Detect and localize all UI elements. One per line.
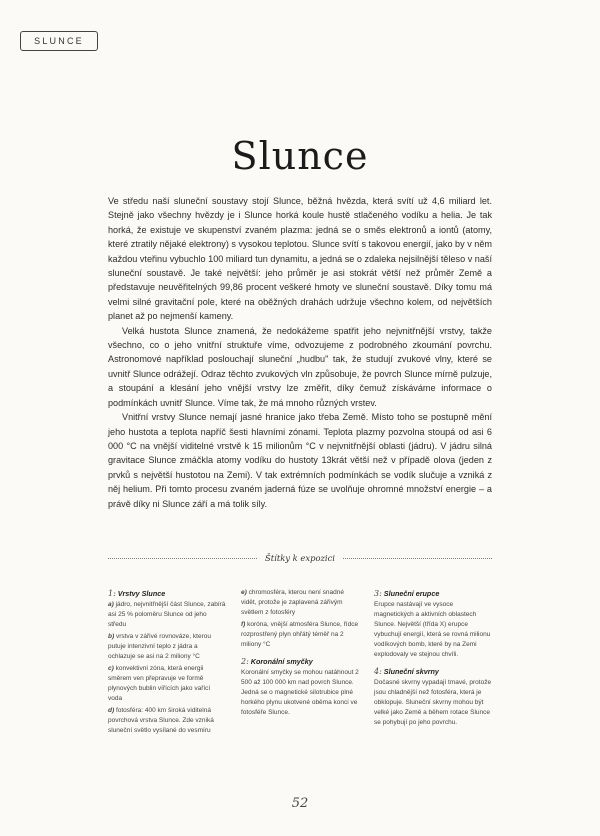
labels-column-1 (108, 588, 226, 742)
page-number: 52 (291, 796, 309, 811)
label-item: d) fotosféra: 400 km široká viditelná povrchová vrstva Slunce. Zde vzniká sluneční světlo vysílané do vesmíru (108, 707, 214, 734)
label-text: Erupce nastávají ve vysoce magnetických a aktivních oblastech Slunce. Největší (třída X) erupce vybuchují energií, která se rovná milionu vodíkových bomb, které by na Zemi explodovaly ve stejnou chvíli. (374, 601, 491, 658)
label-item: e) chromosféra, kterou není snadné vidět, protože je zaplavená zářivým světlem z fotosféry (241, 589, 344, 616)
labels-column-3 (374, 588, 492, 742)
label-item: b) vrstva v zářivé rovnováze, kterou putuje intenzivní teplo z jádra a ochlazuje se asi na 2 miliony °C (108, 633, 211, 660)
section-tab (20, 31, 98, 51)
label-title: Vrstvy Slunce (117, 589, 166, 598)
label-heading (374, 666, 492, 677)
label-title: Sluneční erupce (383, 589, 440, 598)
label-coronal-loops (241, 656, 359, 718)
divider-line-right (343, 558, 492, 559)
label-title: Koronální smyčky (250, 657, 313, 666)
label-number: 1: (108, 589, 116, 598)
paragraph-1: Ve středu naší sluneční soustavy stojí Slunce, běžná hvězda, která svítí už 4,6 miliard let. Stejně jako všechny hvězdy je i Slunce horká koule hustě stlačeného vodíku a helia. Je tak horká, že existuje ve skupenství zvaném plazma: jedná se o směs elektronů a iontů (atomy, které ztratily nějaké elektrony) s vysokou teplotou. Slunce svítí s takovou energií, jako by v něm každou vteřinu vybuchlo 100 miliard tun dynamitu, a jedná se o zdaleka nejsilnější těleso v naší sluneční soustavě. Je také největší: jeho průměr je asi stokrát větší než průměr Země a představuje neuvěřitelných 99,86 procent veškeré hmoty ve sluneční soustavě. Díky tomu má velmi silné gravitační pole, které na oběžných drahách udržuje všechno kolem, od největších planet až po nejmenší kameny. (108, 196, 492, 322)
label-heading (241, 656, 359, 667)
label-number: 3: (374, 589, 382, 598)
label-item: a) jádro, nejvnitřnější část Slunce, zabírá asi 25 % poloměru Slunce od jeho středu (108, 601, 226, 628)
section-label: SLUNCE (34, 36, 84, 46)
label-heading (374, 588, 492, 599)
labels-column-2 (241, 588, 359, 742)
label-title: Sluneční skvrny (383, 667, 439, 676)
label-item: f) koróna, vnější atmosféra Slunce, řídce rozprostřený plyn ohřátý téměř na 2 miliony °C (241, 621, 359, 648)
divider-line-left (108, 558, 257, 559)
labels-divider (108, 551, 492, 565)
labels-heading: Štítky k expozici (265, 553, 335, 563)
body-text (108, 194, 492, 511)
paragraph-3: Vnitřní vrstvy Slunce nemají jasné hranice jako třeba Země. Místo toho se postupně mění jeho hustota a teplota napříč šesti hlavními zónami. Teplota plazmy pozvolna stoupá od asi 6 000 °C na vnější viditelné vrstvě k 15 milionům °C v nejvnitřnější oblasti (jádru). V jádru silná gravitace Slunce zmáčkla atomy vodíku do hustoty 13krát větší než v případě olova (jeden z prvků s největší hustotou na Zemi). V tak extrémních podmínkách se vodík slučuje a vzniká z něj helium. Při tomto procesu zvaném jaderná fúze se uvolňuje ohromné množství energie – a právě díky ni Slunce září a má tolik síly. (108, 412, 492, 509)
label-heading (108, 588, 226, 599)
label-item: c) konvektivní zóna, která energii směrem ven přepravuje ve formě plynových bublin vířících jako vařící voda (108, 665, 211, 702)
label-number: 2: (241, 657, 249, 666)
page-title: Slunce (231, 134, 369, 178)
label-text: Dočasné skvrny vypadají tmavé, protože jsou chladnější než fotosféra, která je obklopuje. Sluneční skvrny mohou být velké jako Země a během rotace Slunce se pohybují po jeho povrchu. (374, 679, 492, 726)
label-layers-continued (241, 588, 359, 650)
label-number: 4: (374, 667, 382, 676)
label-solar-flares (374, 588, 492, 660)
paragraph-2: Velká hustota Slunce znamená, že nedokážeme spatřit jeho nejvnitřnější vrstvy, takže všechno, co o jeho vnitřní struktuře víme, odvozujeme z podrobného zkoumání povrchu. Astronomové například poslouchají sluneční „hudbu" tak, že studují zvukové vlny, které se uvnitř Slunce odrážejí. Odraz těchto zvukových vln způsobuje, že povrch Slunce mírně pulzuje, a stoupání a klesání jeho vnější vrstvy lze změřit, díky čemuž získáváme informace o podmínkách uvnitř Slunce. Víme tak, že má mnoho různých vrstev. (108, 325, 492, 408)
exhibit-labels (108, 588, 492, 742)
label-text: Koronální smyčky se mohou natáhnout 2 500 až 100 000 km nad povrch Slunce. Jedná se o magnetické silotrubice plné horkého plynu ukotvené oběma konci ve fotosféře Slunce. (241, 669, 359, 716)
label-layers (108, 588, 226, 736)
label-sunspots (374, 666, 492, 728)
